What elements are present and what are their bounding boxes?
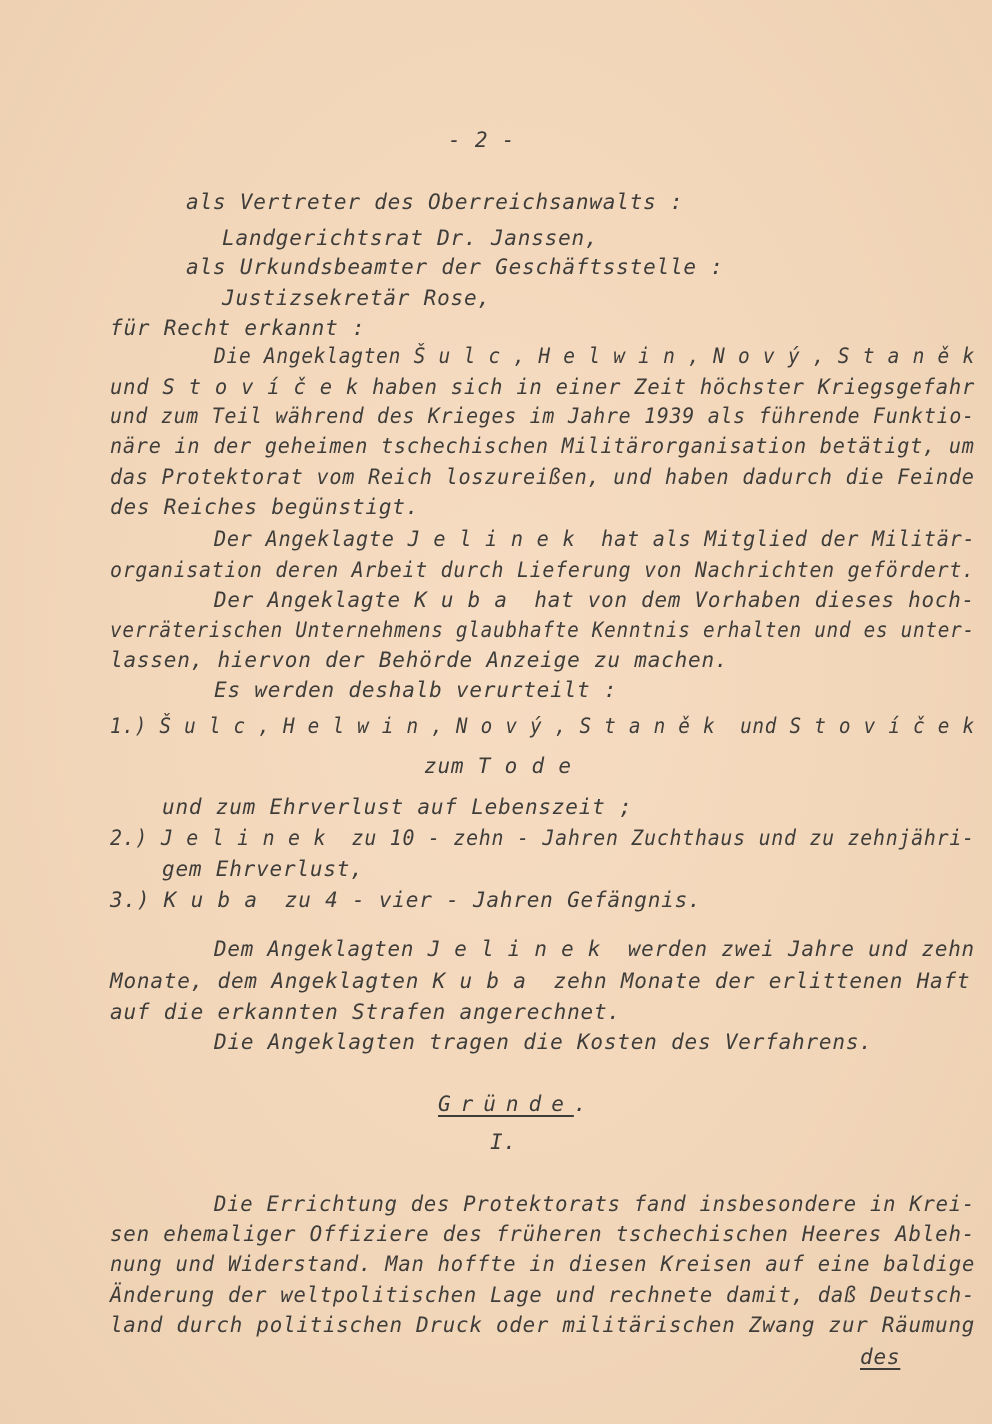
section-number: I. xyxy=(490,1130,517,1154)
text-line: für Recht erkannt : xyxy=(110,316,366,340)
text-line: sen ehemaliger Offiziere des früheren tschechischen Heeres Ableh- xyxy=(110,1222,976,1246)
text-line: nung und Widerstand. Man hoffte in diesen Kreisen auf eine baldige xyxy=(110,1252,976,1276)
text-line: Monate, dem Angeklagten K u b a zehn Monate der erlittenen Haft xyxy=(110,969,971,993)
text-line: 3.) K u b a zu 4 - vier - Jahren Gefängnis. xyxy=(110,888,702,912)
text-line: des Reiches begünstigt. xyxy=(110,495,420,519)
text-line: als Vertreter des Oberreichsanwalts : xyxy=(186,190,684,214)
text-line: Änderung der weltpolitischen Lage und rechnete damit, daß Deutsch- xyxy=(110,1283,976,1307)
text-line: Der Angeklagte K u b a hat von dem Vorhaben dieses hoch- xyxy=(214,588,975,612)
text-line: als Urkundsbeamter der Geschäftsstelle : xyxy=(186,255,724,279)
text-line: Die Angeklagten tragen die Kosten des Verfahrens. xyxy=(214,1030,873,1054)
text-line: auf die erkannten Strafen angerechnet. xyxy=(110,1000,621,1024)
section-heading: Gründe. xyxy=(438,1092,597,1116)
text-line: 1.) Š u l c , H e l w i n , N o v ý , S t a n ě k und S t o v í č e k xyxy=(110,714,975,738)
text-line: 2.) J e l i n e k zu 10 - zehn - Jahren Zuchthaus und zu zehnjähri- xyxy=(110,826,975,850)
text-line: Der Angeklagte J e l i n e k hat als Mitglied der Militär- xyxy=(214,527,976,551)
text-line: Justizsekretär Rose, xyxy=(222,286,491,310)
text-line: Es werden deshalb verurteilt : xyxy=(214,678,618,702)
text-line: lassen, hiervon der Behörde Anzeige zu machen. xyxy=(110,648,729,672)
catchword: des xyxy=(860,1345,901,1369)
text-line: land durch politischen Druck oder militärischen Zwang zur Räumung xyxy=(110,1313,976,1337)
text-line: näre in der geheimen tschechischen Militärorganisation betätigt, um xyxy=(110,434,975,458)
text-line: Dem Angeklagten J e l i n e k werden zwei Jahre und zehn xyxy=(214,937,975,961)
text-line: organisation deren Arbeit durch Lieferung von Nachrichten gefördert. xyxy=(110,558,975,582)
text-line: und S t o v í č e k haben sich in einer Zeit höchster Kriegsgefahr xyxy=(110,375,976,399)
text-line: und zum Teil während des Krieges im Jahre 1939 als führende Funktio- xyxy=(110,404,975,428)
text-line: Die Angeklagten Š u l c , H e l w i n , N o v ý , S t a n ě k xyxy=(214,344,975,368)
text-line: und zum Ehrverlust auf Lebenszeit ; xyxy=(162,795,633,819)
text-line: Die Errichtung des Protektorats fand insbesondere in Krei- xyxy=(214,1192,975,1216)
page-number: - 2 - xyxy=(448,128,516,152)
text-line: zum T o d e xyxy=(424,754,572,778)
text-line: gem Ehrverlust, xyxy=(162,857,364,881)
text-line: verräterischen Unternehmens glaubhafte Kenntnis erhalten und es unter- xyxy=(110,618,975,642)
text-line: Landgerichtsrat Dr. Janssen, xyxy=(222,226,599,250)
text-line: das Protektorat vom Reich loszureißen, und haben dadurch die Feinde xyxy=(110,465,975,489)
